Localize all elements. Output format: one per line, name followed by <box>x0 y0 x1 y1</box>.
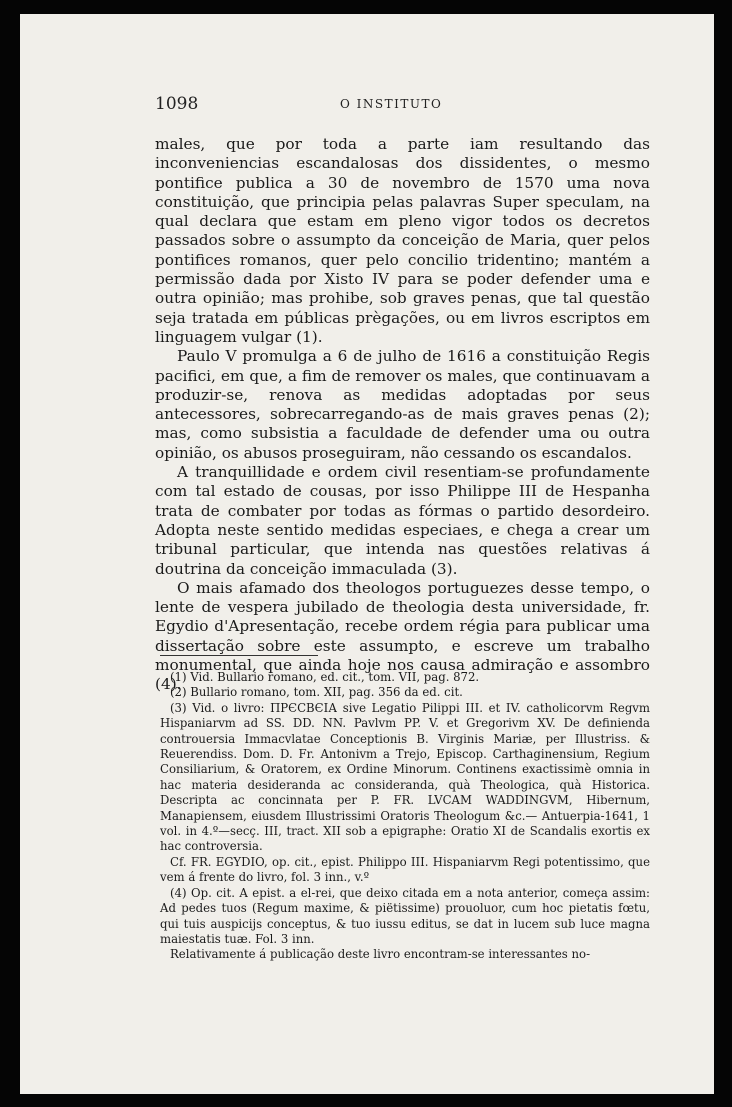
footnote-divider <box>160 655 318 656</box>
paragraph-4: O mais afamado dos theologos portuguezes desse tempo, o lente de vespera jubilado de theologia desta universidade, fr. Egydio d'Apresentação, recebe ordem régia para publicar uma dissertação sobre este assumpto, e escreve um trabalho monumental, que ainda hoje nos causa admiração e assombro (4). <box>155 578 650 694</box>
paragraph-3: A tranquillidade e ordem civil resentiam-se profundamente com tal estado de cousas, por isso Philippe III de Hespanha trata de combater por todas as fórmas o partido desordeiro. Adopta neste sentido medidas especiaes, e chega a crear um tribunal particular, que intenda nas questões relativas á doutrina da conceição immaculada (3). <box>155 463 650 578</box>
footnote-2: (2) Bullario romano, tom. XII, pag. 356 da ed. cit. <box>170 685 463 700</box>
footnote-4: (4) Op. cit. A epist. a el-rei, que deixo citada em a nota anterior, começa assim: Ad pedes tuos (Regum maxime, & piëtissime) prouoluor, cum hoc pietatis fœtu, qui tuis auspicijs conceptus, & tuo iussu editus, se dat in lucem sub luce magna maiestatis tuæ. Fol. 3 inn. <box>160 885 650 946</box>
page-header <box>155 94 650 114</box>
page-number: 1098 <box>155 94 199 114</box>
main-text <box>155 135 650 695</box>
footnote-3-continued: Cf. FR. EGYDIO, op. cit., epist. Philippo III. Hispaniarvm Regi potentissimo, que vem á frente do livro, fol. 3 inn., v.º <box>160 854 650 885</box>
footnote-1: (1) Vid. Bullario romano, ed. cit., tom. VII, pag. 872. <box>170 670 480 684</box>
footnotes <box>160 670 650 963</box>
paragraph-2: Paulo V promulga a 6 de julho de 1616 a constituição Regis pacifici, em que, a fim de remover os males, que continuavam a produzir-se, renova as medidas adoptadas por seus antecessores, sobrecarregando-as de mais graves penas (2); mas, como subsistia a faculdade de defender uma ou outra opinião, os abusos proseguiram, não cessando os escandalos. <box>155 347 650 462</box>
running-title: O INSTITUTO <box>340 97 443 111</box>
footnote-3: (3) Vid. o livro: ПРЄСВЄІА sive Legatio Pilippi III. et IV. catholicorvm Regvm Hispaniarvm ad SS. DD. NN. Pavlvm PP. V. et Gregorivm XV. De definienda controuersia Immacvlatae Conceptionis B. Virginis Mariæ, per Illustriss. & Reuerendiss. Dom. D. Fr. Antonivm a Trejo, Episcop. Carthaginensium, Regium Consiliarium, & Oratorem, ex Ordine Minorum. Continens exactissimè omnia in hac materia desideranda ac consideranda, quà Theologica, quà Historica. Descripta ac concinnata per P. FR. LVCAM WADDINGVM, Hibernum, Manapiensem, eiusdem Illustrissimi Oratoris Theologum &c.— Antuerpia-1641, 1 vol. in 4.º—secç. III, tract. XII sob a epigraphe: Oratio XI de Scandalis exortis ex hac controversia. <box>160 700 650 854</box>
footnote-4-continued: Relativamente á publicação deste livro encontram-se interessantes no- <box>170 947 591 962</box>
paragraph-1: males, que por toda a parte iam resultando das inconveniencias escandalosas dos dissidentes, o mesmo pontifice publica a 30 de novembro de 1570 uma nova constituição, que principia pelas palavras Super speculam, na qual declara que estam em pleno vigor todos os decretos passados sobre o assumpto da conceição de Maria, quer pelos pontifices romanos, quer pelo concilio tridentino; mantém a permissão dada por Xisto IV para se poder defender uma e outra opinião; mas prohibe, sob graves penas, que tal questão seja tratada em públicas prègações, ou em livros escriptos em linguagem vulgar (1). <box>155 135 650 346</box>
book-page <box>20 14 714 1094</box>
